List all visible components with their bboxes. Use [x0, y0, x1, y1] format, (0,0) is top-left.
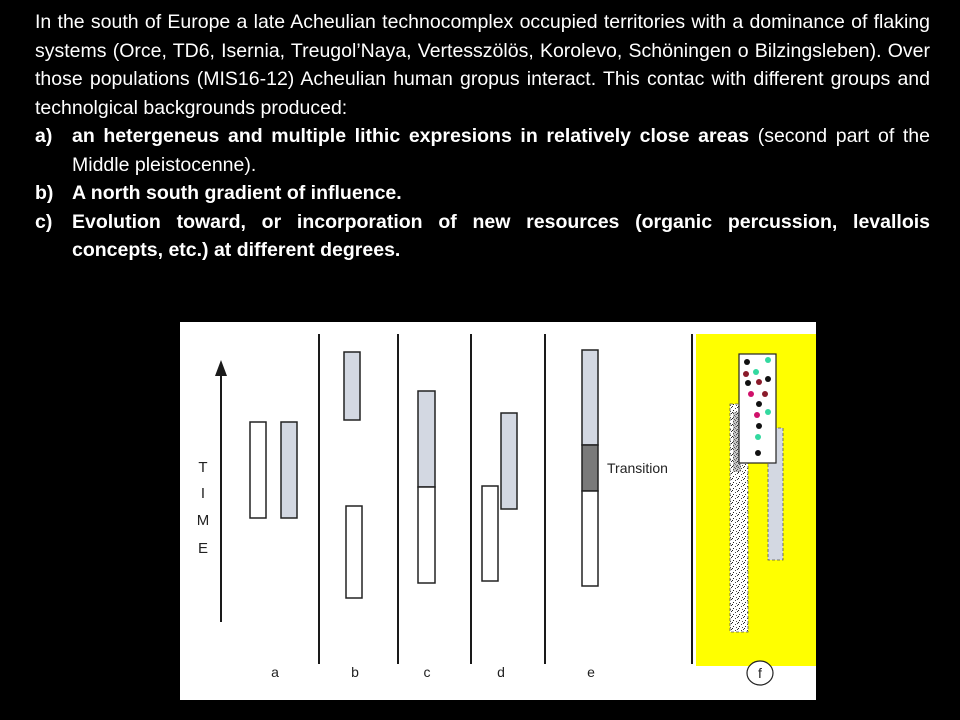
bar-e-transition [582, 445, 598, 491]
list-item-b [35, 179, 930, 208]
list-item-b-bold: A north south gradient of influence. [72, 182, 402, 204]
figure [180, 322, 816, 700]
panel-label-c: c [423, 664, 431, 680]
list-item-a-normal: (second part of the Middle pleistocenne). [72, 125, 930, 176]
time-letter-e: E [197, 540, 209, 557]
list-item-c-bold: Evolution toward, or incorporation of new resources (organic percussion, levallois concepts, etc.) at different degrees. [72, 210, 930, 261]
transition-label: Transition [607, 460, 668, 476]
panel-label-b: b [351, 664, 359, 680]
list-marker-b: b) [35, 182, 54, 204]
panel-label-d: d [497, 664, 505, 680]
panel-label-f: f [758, 665, 762, 681]
panel-label-a: a [271, 664, 279, 680]
bar-a-gray [281, 422, 297, 518]
time-letter-t: T [198, 459, 208, 476]
list-marker-a: a) [35, 125, 53, 147]
bar-b-white [346, 506, 362, 598]
time-letter-m: M [196, 512, 210, 529]
list-item-a [35, 122, 930, 179]
bar-d-gray [501, 413, 517, 509]
bar-e-gray [582, 350, 598, 445]
slide-text [35, 8, 930, 265]
figure-svg [180, 322, 816, 700]
time-letter-i: I [200, 485, 206, 502]
bar-d-white [482, 486, 498, 581]
list-item-a-bold: an hetergeneus and multiple lithic expresions in relatively close areas [72, 125, 750, 147]
list-item-c [35, 208, 930, 265]
intro-paragraph: In the south of Europe a late Acheulian technocomplex occupied territories with a dominance of flaking systems (Orce, TD6, Isernia, Treugol’Naya, Vertesszölös, Korolevo, Schöningen o Bilzingsleben). Over those populations (MIS16-12) Acheulian human gropus interact. This contac with different groups and technolgical backgrounds produced: [35, 11, 930, 119]
time-arrowhead-icon [215, 360, 227, 376]
panel-label-e: e [587, 664, 595, 680]
list-marker-c: c) [35, 210, 53, 233]
bar-e-white [582, 491, 598, 586]
bar-c-white [418, 487, 435, 583]
bar-a-white [250, 422, 266, 518]
bar-b-gray [344, 352, 360, 420]
bar-c-gray [418, 391, 435, 487]
